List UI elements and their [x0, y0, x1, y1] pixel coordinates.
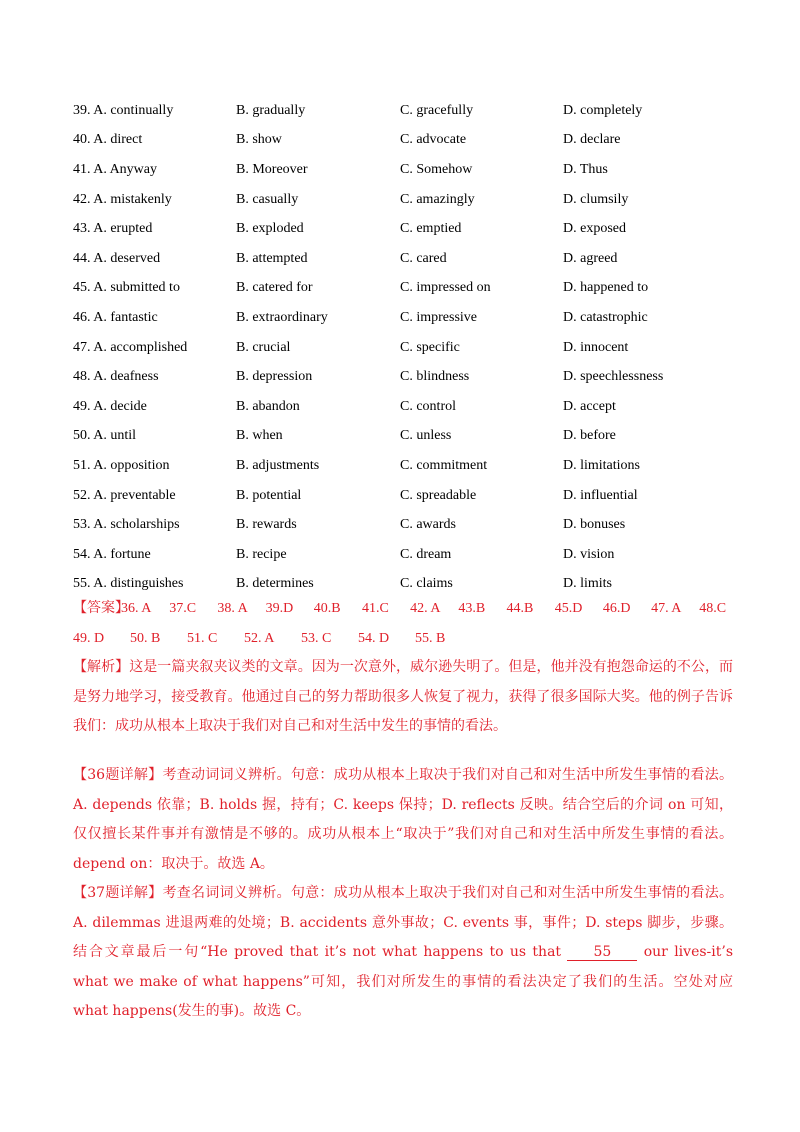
option-d: D. Thus [563, 161, 608, 177]
option-d: D. happened to [563, 280, 649, 296]
option-b: B. abandon [236, 398, 300, 414]
option-c: C. Somehow [400, 161, 473, 177]
option-a: 40. A. direct [73, 132, 143, 148]
option-d: D. bonuses [563, 517, 626, 533]
option-row [73, 155, 733, 185]
option-b: B. when [236, 428, 283, 444]
option-d: D. clumsily [563, 191, 629, 207]
option-c: C. unless [400, 428, 452, 444]
option-row [73, 303, 733, 333]
option-a: 54. A. fortune [73, 546, 151, 562]
option-row [73, 422, 733, 452]
answer-item: 50. B [130, 630, 161, 646]
detail-36-text: 考查动词词义辨析。句意：成功从根本上取决于我们对自己和对生活中所发生事情的看法。A. depends 依靠；B. holds 握，持有；C. keeps 保持；D. reflects 反映。结合空后的介词 on 可知，仅仅擅长某件事并有激情是不够的。成功从根本上“取决于”我们对自己和对生活中所发生事情的看法。depend on：取决于。故选 A。 [73, 767, 733, 872]
answer-item: 38. A [217, 601, 248, 616]
option-a: 41. A. Anyway [73, 161, 157, 177]
option-c: C. control [400, 398, 456, 414]
option-d: D. declare [563, 132, 621, 148]
option-row [73, 481, 733, 511]
option-a: 39. A. continually [73, 102, 174, 118]
option-b: B. Moreover [236, 161, 308, 177]
option-a: 46. A. fantastic [73, 309, 158, 325]
answer-item: 55. B [415, 630, 446, 646]
option-a: 45. A. submitted to [73, 280, 180, 296]
option-c: C. impressed on [400, 280, 491, 296]
option-row [73, 333, 733, 363]
option-b: B. show [236, 132, 282, 148]
option-d: D. catastrophic [563, 309, 648, 325]
option-a: 44. A. deserved [73, 250, 161, 266]
option-c: C. cared [400, 250, 447, 266]
answer-item: 37.C [169, 601, 197, 616]
option-d: D. before [563, 428, 616, 444]
option-row [73, 392, 733, 422]
option-a: 55. A. distinguishes [73, 576, 184, 592]
option-b: B. casually [236, 191, 299, 207]
option-row [73, 244, 733, 274]
option-c: C. specific [400, 339, 460, 355]
option-c: C. commitment [400, 457, 488, 473]
answer-item: 41.C [361, 601, 389, 616]
option-row [73, 126, 733, 156]
option-d: D. limitations [563, 457, 640, 473]
option-b: B. gradually [236, 102, 306, 118]
option-row [73, 362, 733, 392]
analysis-label: 【解析】 [73, 659, 130, 675]
option-d: D. exposed [563, 221, 626, 237]
answer-item: 40.B [313, 601, 341, 616]
answer-item: 53. C [301, 630, 332, 646]
answer-item: 44.B [506, 601, 534, 616]
option-b: B. catered for [236, 280, 313, 296]
option-row [73, 96, 733, 126]
option-c: C. gracefully [400, 102, 474, 118]
answer-item: 36. A [121, 601, 152, 616]
option-a: 52. A. preventable [73, 487, 176, 503]
option-d: D. vision [563, 546, 615, 562]
option-c: C. spreadable [400, 487, 477, 503]
option-a: 47. A. accomplished [73, 339, 188, 355]
option-d: D. completely [563, 102, 643, 118]
option-b: B. extraordinary [236, 309, 328, 325]
detail-36-label: 【36题详解】 [73, 767, 163, 783]
option-d: D. limits [563, 576, 613, 592]
option-row [73, 510, 733, 540]
option-a: 48. A. deafness [73, 369, 159, 385]
answer-line-1 [73, 594, 733, 624]
option-row [73, 451, 733, 481]
option-b: B. rewards [236, 517, 297, 533]
option-b: B. adjustments [236, 457, 320, 473]
detail-36-section [73, 761, 733, 879]
option-a: 42. A. mistakenly [73, 191, 172, 207]
option-c: C. amazingly [400, 191, 475, 207]
option-c: C. awards [400, 517, 456, 533]
option-row [73, 214, 733, 244]
blank-55: 55 [567, 944, 637, 961]
answer-label: 【答案】 [73, 601, 129, 616]
option-c: C. dream [400, 546, 452, 562]
option-b: B. attempted [236, 250, 308, 266]
option-list [73, 96, 733, 599]
answer-item: 46.D [602, 601, 631, 616]
answer-item: 49. D [73, 630, 105, 646]
option-c: C. emptied [400, 221, 462, 237]
option-d: D. speechlessness [563, 369, 664, 385]
option-a: 53. A. scholarships [73, 517, 180, 533]
analysis-section [73, 653, 733, 742]
option-b: B. crucial [236, 339, 291, 355]
answer-line-2 [73, 624, 733, 654]
detail-37-label: 【37题详解】 [73, 885, 163, 901]
answer-item: 42. A [410, 601, 441, 616]
answer-item: 45.D [554, 601, 583, 616]
option-a: 50. A. until [73, 428, 137, 444]
answer-item: 52. A [244, 630, 275, 646]
answer-item: 51. C [187, 630, 218, 646]
option-d: D. influential [563, 487, 638, 503]
option-a: 49. A. decide [73, 398, 147, 414]
option-b: B. exploded [236, 221, 304, 237]
option-d: D. agreed [563, 250, 618, 266]
option-b: B. potential [236, 487, 302, 503]
option-c: C. blindness [400, 369, 470, 385]
answer-section [73, 594, 733, 653]
option-b: B. recipe [236, 546, 287, 562]
option-d: D. innocent [563, 339, 629, 355]
option-b: B. determines [236, 576, 314, 592]
option-c: C. claims [400, 576, 453, 592]
answer-item: 54. D [358, 630, 390, 646]
detail-37-text-before: 考查名词词义辨析。句意：成功从根本上取决于我们对自己和对生活中所发生事情的看法。A. dilemmas 进退两难的处境；B. accidents 意外事故；C. events 事，事件；D. steps 脚步，步骤。结合文章最后一句“He proved that it’s not what happens to us that [73, 885, 733, 961]
option-d: D. accept [563, 398, 616, 414]
detail-37-section [73, 879, 733, 1027]
option-c: C. advocate [400, 132, 467, 148]
answer-item: 43.B [458, 601, 486, 616]
option-row [73, 274, 733, 304]
answer-item: 47. A [651, 601, 682, 616]
answer-item: 39.D [265, 601, 294, 616]
option-row [73, 540, 733, 570]
detail-37-text-after: our lives-it’s what we make of what happens”可知，我们对所发生的事情的看法决定了我们的生活。空处对应 what happens(发生的事)。故选 C。 [73, 944, 734, 1020]
option-c: C. impressive [400, 309, 477, 325]
option-a: 43. A. erupted [73, 221, 153, 237]
option-a: 51. A. opposition [73, 457, 170, 473]
analysis-text: 这是一篇夹叙夹议类的文章。因为一次意外，威尔逊失明了。但是，他并没有抱怨命运的不公，而是努力地学习，接受教育。他通过自己的努力帮助很多人恢复了视力，获得了很多国际大奖。他的例子告诉我们：成功从根本上取决于我们对自己和对生活中发生的事情的看法。 [73, 659, 734, 735]
option-b: B. depression [236, 369, 313, 385]
answer-item: 48.C [699, 601, 727, 616]
option-row [73, 185, 733, 215]
